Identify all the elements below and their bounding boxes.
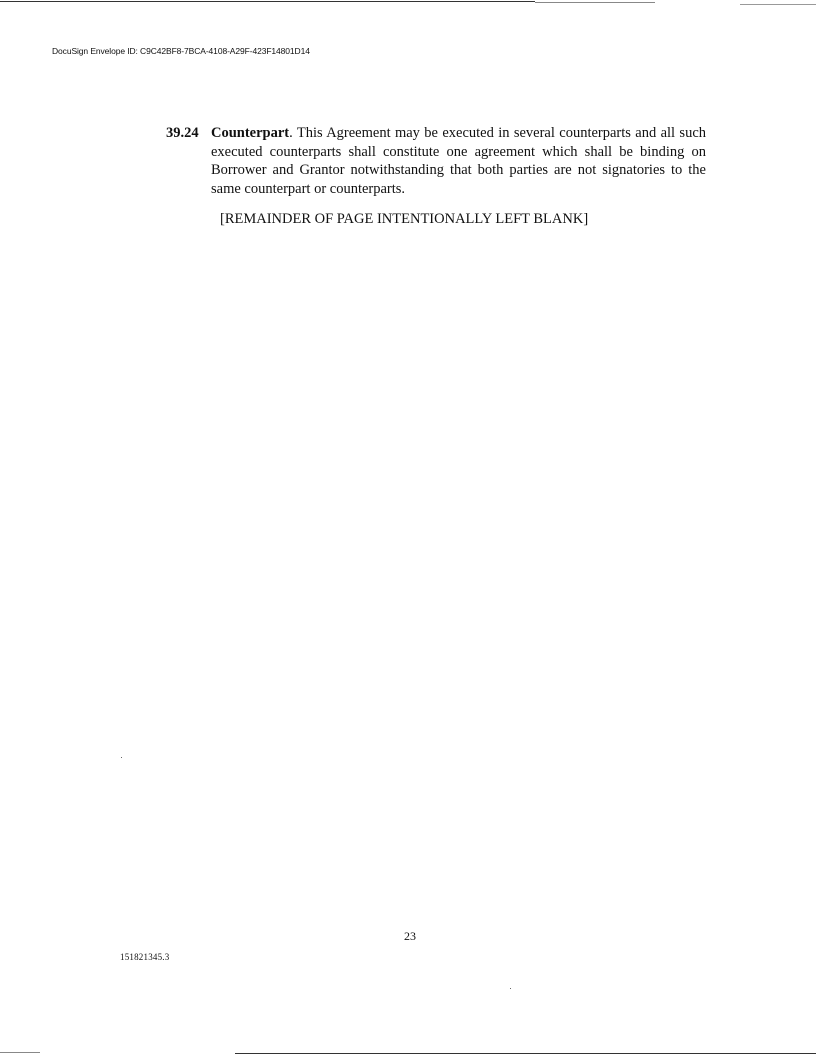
remainder-blank-notice: [REMAINDER OF PAGE INTENTIONALLY LEFT BLANK] <box>220 211 589 227</box>
scan-speck <box>510 988 511 989</box>
section-text: . This Agreement may be executed in several counterparts and all such executed counterparts shall constitute one agreement which shall be binding on Borrower and Grantor notwithstanding that both parties are not signatories to the same counterpart or counterparts. <box>211 125 706 197</box>
section-39-24 <box>166 124 706 198</box>
section-number: 39.24 <box>166 125 199 141</box>
docusign-envelope-id: DocuSign Envelope ID: C9C42BF8-7BCA-4108-A29F-423F14801D14 <box>52 46 310 56</box>
scan-edge-top <box>0 1 535 2</box>
scan-edge-bottom <box>235 1053 816 1054</box>
scan-edge-top-faint <box>535 2 655 3</box>
scan-speck <box>121 757 122 758</box>
scan-edge-bottom-left <box>0 1052 40 1053</box>
section-body <box>211 124 706 198</box>
section-row <box>166 124 706 198</box>
section-heading: Counterpart <box>211 125 290 141</box>
document-number: 151821345.3 <box>120 952 170 962</box>
scan-edge-top-right <box>740 4 816 5</box>
page-number: 23 <box>404 929 416 943</box>
